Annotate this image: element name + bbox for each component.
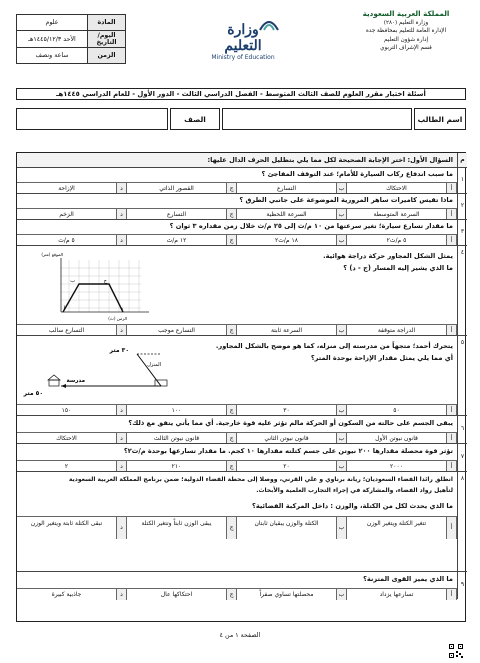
question-number: ٥ bbox=[457, 336, 467, 415]
option-letter: ب bbox=[336, 209, 347, 220]
option-letter: ب bbox=[336, 325, 347, 336]
option-letter: د bbox=[116, 405, 127, 416]
option[interactable]: محصلتها تساوي صفراً bbox=[259, 591, 314, 598]
option[interactable]: ٢ bbox=[64, 463, 69, 470]
student-info-row bbox=[16, 108, 466, 134]
home-label: المنزل bbox=[147, 362, 161, 368]
exam-title: أسئلة اختبار مقرر العلوم للصف الثالث المتوسط - الفصل الدراسي الثالث - الدور الأول - للعام الدراسي ١٤٤٥هـ bbox=[16, 88, 466, 100]
options-row bbox=[17, 460, 457, 471]
time-value: ساعة ونصف bbox=[17, 48, 88, 64]
option[interactable]: يبقى الوزن ثابتاً وتتغير الكتلة bbox=[141, 520, 212, 527]
option-letter: ب bbox=[336, 235, 347, 246]
page-number: الصفحة ١ من ٤ bbox=[219, 632, 261, 639]
ministry-name-ar: وزارة التعليم bbox=[224, 22, 262, 54]
option-letter: د bbox=[116, 589, 127, 600]
point-label: أ bbox=[63, 306, 65, 312]
question-subtext: أي مما يلي يمثل مقدار الإزاحة بوحدة المتر؟ bbox=[310, 354, 453, 362]
option[interactable]: ٥ م/ث bbox=[58, 237, 75, 244]
option[interactable]: ٥ م/ث٢ bbox=[386, 237, 407, 244]
options-row bbox=[17, 324, 457, 335]
question-row bbox=[17, 415, 467, 443]
subject-value: علوم bbox=[17, 15, 88, 31]
option[interactable]: ٥٠ bbox=[393, 407, 400, 414]
question-text: ماذا تقيس كاميرات ساهر المرورية الموضوعة على جانبي الطرق ؟ bbox=[239, 196, 453, 204]
option[interactable]: تسارعها يزداد bbox=[379, 591, 414, 598]
option[interactable]: السرعة ثابتة bbox=[270, 327, 303, 334]
option[interactable]: ٢٠٠٠ bbox=[390, 463, 403, 470]
option[interactable]: السرعة اللحظية bbox=[266, 211, 307, 218]
question-text: يبقى الجسم على حالته من السكون أو الحركة مالم تؤثر عليه قوة خارجية. أي مما يأتي يتفق مع ذلك؟ bbox=[128, 419, 453, 427]
question-number: ٢ bbox=[457, 194, 467, 219]
info-line: إدارة شؤون التعليم bbox=[383, 36, 429, 43]
question-number: ٦ bbox=[457, 416, 467, 443]
distance-label-bottom: ٥٠ متر bbox=[23, 390, 43, 397]
time-label: الزمن bbox=[88, 48, 126, 64]
class-field[interactable] bbox=[16, 108, 168, 130]
option-letter: أ bbox=[446, 461, 457, 472]
question-row bbox=[17, 167, 467, 193]
option[interactable]: الإزاحة bbox=[58, 185, 75, 192]
option[interactable]: ٢١٠ bbox=[171, 463, 182, 470]
info-line: قسم الإشراف التربوي bbox=[380, 45, 432, 52]
option-letter: أ bbox=[446, 433, 457, 444]
graph-grid bbox=[61, 260, 141, 312]
displacement-diagram bbox=[23, 342, 179, 398]
question-row bbox=[17, 193, 467, 219]
point-label: ب bbox=[70, 278, 75, 284]
question-subtext: لتأهيل رواد الفضاء، والمشاركة في إجراء التجارب العلمية والأبحاث. bbox=[256, 487, 453, 494]
option-letter: ب bbox=[336, 461, 347, 472]
option-letter: أ bbox=[446, 589, 457, 600]
question-text: ما الذي يميز القوى المتزنة؟ bbox=[363, 575, 453, 583]
options-row bbox=[17, 516, 457, 538]
question-text: يتحرك أحمد؛ متجهاً من مدرسته إلى منزله، كما هو موضح بالشكل المجاور. bbox=[215, 342, 453, 350]
question-subtext: ما الذي يحدث لكل من الكتلة، والوزن : داخل المركبة الفضائية؟ bbox=[252, 502, 453, 510]
class-label: الصف bbox=[170, 108, 220, 130]
option[interactable]: ١٥٠ bbox=[61, 407, 72, 414]
section-header bbox=[17, 153, 467, 167]
home-roof-icon bbox=[48, 375, 60, 380]
question-row bbox=[17, 571, 467, 599]
question-number: ٩ bbox=[457, 572, 467, 599]
option-letter: ج bbox=[226, 405, 237, 416]
option[interactable]: التسارع موجب bbox=[158, 327, 195, 334]
option[interactable]: تبقى الكتلة ثابتة ويتغير الوزن bbox=[30, 520, 103, 527]
option-letter: أ bbox=[446, 325, 457, 336]
option-letter: د bbox=[116, 209, 127, 220]
option-letter: د bbox=[116, 235, 127, 246]
qr-code-icon bbox=[448, 643, 464, 659]
option-letter: د bbox=[116, 325, 127, 336]
info-line: وزارة التعليم (٢٨٠) bbox=[383, 19, 429, 26]
question-text: انطلق رائدا الفضاء السعوديان؛ ريانة برناوي و علي القرني، ووصلا إلى محطة الفضاء الدولية؛ ضمن برنامج المملكة العربية السعودية bbox=[68, 476, 453, 483]
question-text: ما مقدار تسارع سيارة؛ تغير سرعتها من ١٠ م/ث إلى ٢٥ م/ث خلال زمن مقداره ٣ ثوان ؟ bbox=[169, 222, 453, 230]
info-line: الإدارة العامة للتعليم بمحافظة جدة bbox=[365, 28, 447, 35]
question-row bbox=[17, 471, 467, 571]
options-row bbox=[17, 208, 457, 219]
question-row bbox=[17, 245, 467, 335]
option[interactable]: جاذبية كبيرة bbox=[51, 591, 82, 598]
section-title: السؤال الأول: اختر الإجابة الصحيحة لكل مما يلي بتظليل الحرف الدال عليها: bbox=[207, 156, 453, 164]
option-letter: أ bbox=[446, 183, 457, 194]
motion-graph bbox=[41, 250, 163, 322]
option-letter: أ bbox=[446, 405, 457, 416]
option[interactable]: احتكاكها عال bbox=[160, 591, 193, 598]
option-letter: ب bbox=[336, 517, 347, 539]
option[interactable]: القصور الذاتي bbox=[159, 185, 194, 192]
option-letter: ج bbox=[226, 183, 237, 194]
ministry-logo bbox=[208, 22, 278, 61]
student-name-label: اسم الطالب bbox=[414, 108, 466, 130]
option-letter: ب bbox=[336, 589, 347, 600]
x-axis-label: الزمن (ث) bbox=[108, 316, 127, 321]
option[interactable]: الاحتكاك bbox=[386, 185, 407, 192]
option[interactable]: الكتلة والوزن يبقيان ثابتان bbox=[254, 520, 319, 527]
motion-path bbox=[63, 284, 123, 312]
option-letter: د bbox=[116, 433, 127, 444]
questions-table bbox=[16, 152, 466, 622]
option[interactable]: قانون نيوتن الثاني bbox=[264, 435, 309, 442]
option[interactable]: ١٨ م/ث٢ bbox=[275, 237, 298, 244]
question-row bbox=[17, 443, 467, 471]
option-letter: د bbox=[116, 461, 127, 472]
exam-info-table bbox=[16, 14, 126, 64]
question-number: ٧ bbox=[457, 444, 467, 471]
option-letter: ج bbox=[226, 461, 237, 472]
ministry-name-en: Ministry of Education bbox=[211, 54, 275, 61]
option-letter: ج bbox=[226, 209, 237, 220]
y-axis-label: الموقع (متر) bbox=[41, 252, 63, 257]
option-letter: ج bbox=[226, 325, 237, 336]
option-letter: أ bbox=[446, 209, 457, 220]
point-label: ج bbox=[103, 278, 107, 284]
option[interactable]: ١٢ م/ث bbox=[166, 237, 187, 244]
arrow-head bbox=[61, 384, 66, 388]
date-value: الأحد ١٤٤٥/١٢/٣هـ bbox=[17, 31, 88, 48]
options-row bbox=[17, 432, 457, 443]
question-subtext: ما الذي يشير إليه المسار (ج - د) ؟ bbox=[343, 264, 453, 272]
option-letter: ج bbox=[226, 589, 237, 600]
option[interactable]: السرعة المتوسطة bbox=[373, 211, 420, 218]
option[interactable]: الدراجة متوقفة bbox=[377, 327, 416, 334]
option[interactable]: تتغير الكتلة ويتغير الوزن bbox=[366, 520, 427, 527]
option[interactable]: ٢٠ bbox=[283, 463, 290, 470]
option-letter: ب bbox=[336, 405, 347, 416]
options-row bbox=[17, 234, 457, 245]
option-letter: ب bbox=[336, 183, 347, 194]
question-text: تؤثر قوة محصلة مقدارها ٢٠٠ نيوتن على جسم كتلته مقدارها ١٠ كجم. ما مقدار تسارعها بوحدة م/ث٢؟ bbox=[123, 447, 453, 455]
subject-label: المادة bbox=[88, 15, 126, 31]
option[interactable]: قانون نيوتن الثالث bbox=[153, 435, 200, 442]
option-letter: د bbox=[116, 517, 127, 539]
col-num-header: م bbox=[457, 153, 467, 167]
ministry-mark-icon bbox=[258, 12, 280, 32]
kingdom-name: المملكة العربية السعودية bbox=[362, 9, 450, 18]
options-row bbox=[17, 182, 457, 193]
student-name-field[interactable] bbox=[222, 108, 412, 130]
point-label: د bbox=[120, 306, 123, 312]
question-row bbox=[17, 335, 467, 415]
option[interactable]: الزخم bbox=[59, 211, 74, 218]
school-info bbox=[346, 10, 466, 53]
option-letter: ج bbox=[226, 433, 237, 444]
option[interactable]: التسارع سالب bbox=[48, 327, 85, 334]
option-letter: أ bbox=[446, 235, 457, 246]
option[interactable]: ٣٠ bbox=[283, 407, 290, 414]
option-letter: ج bbox=[226, 517, 237, 539]
option[interactable]: قانون نيوتن الأول bbox=[375, 435, 418, 442]
option-letter: أ bbox=[446, 517, 457, 539]
question-number: ١ bbox=[457, 168, 467, 193]
option-letter: ب bbox=[336, 433, 347, 444]
school-label: مدرسة bbox=[66, 378, 85, 384]
option[interactable]: ١٠٠ bbox=[171, 407, 182, 414]
question-text: يمثل الشكل المجاور حركة دراجة هوائية. bbox=[323, 252, 453, 260]
question-number: ٣ bbox=[457, 220, 467, 245]
question-text: ما سبب اندفاع ركاب السيارة للأمام؛ عند التوقف المفاجئ ؟ bbox=[261, 170, 453, 178]
option-letter: د bbox=[116, 183, 127, 194]
date-label: اليوم/التاريخ bbox=[88, 31, 126, 48]
options-row bbox=[17, 404, 457, 415]
home-icon bbox=[49, 380, 59, 386]
question-number: ٤ bbox=[457, 246, 467, 335]
diagonal-path bbox=[137, 354, 161, 386]
distance-label-top: ٣٠ متر bbox=[109, 347, 129, 354]
option[interactable]: التسارع bbox=[277, 185, 296, 192]
question-row bbox=[17, 219, 467, 245]
option[interactable]: التسارع bbox=[167, 211, 186, 218]
option[interactable]: الاحتكاك bbox=[56, 435, 77, 442]
options-row bbox=[17, 588, 457, 599]
question-number: ٨ bbox=[457, 472, 467, 571]
option-letter: ج bbox=[226, 235, 237, 246]
